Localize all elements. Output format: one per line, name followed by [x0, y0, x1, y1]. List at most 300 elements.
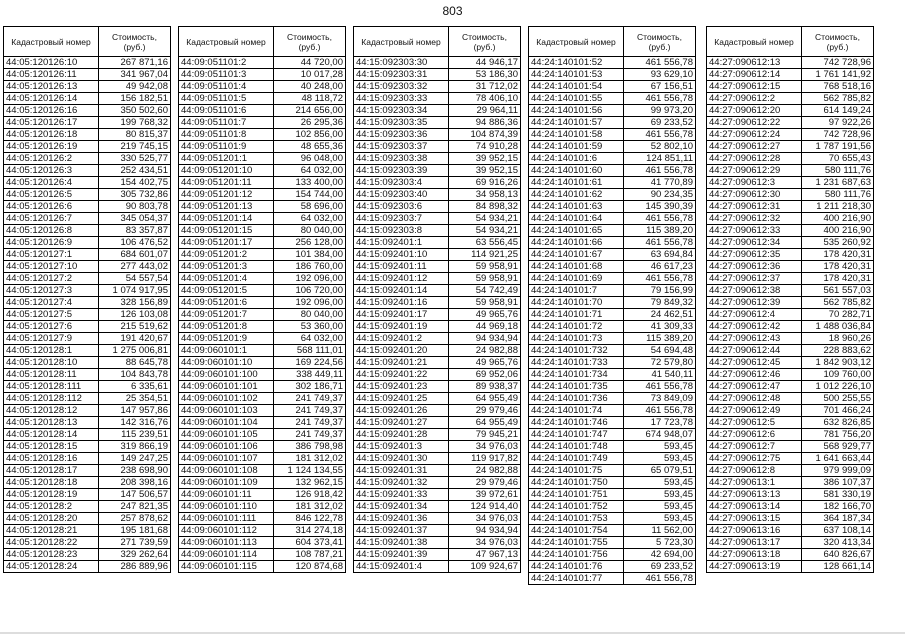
cadastral-number-cell: 44:15:092401:34: [354, 501, 449, 513]
table-row: [354, 561, 521, 573]
cadastral-number-cell: 44:27:090613:19: [707, 561, 802, 573]
table-row: [354, 129, 521, 141]
cost-cell: 58 696,00: [274, 201, 346, 213]
cadastral-number-cell: 44:09:060101:11: [179, 489, 274, 501]
cadastral-number-cell: 44:05:120128:16: [4, 453, 99, 465]
cost-cell: 52 802,10: [624, 141, 696, 153]
cost-cell: 44 720,00: [274, 57, 346, 69]
cadastral-number-cell: 44:24:140101:754: [529, 525, 624, 537]
cost-cell: 106 720,00: [274, 285, 346, 297]
cadastral-number-cell: 44:05:120126:18: [4, 129, 99, 141]
table-row: [354, 369, 521, 381]
cost-cell: 79 945,21: [449, 429, 521, 441]
cadastral-number-cell: 44:27:090612:38: [707, 285, 802, 297]
cost-cell: 241 749,37: [274, 393, 346, 405]
table-row: [179, 525, 346, 537]
table-row: [179, 441, 346, 453]
cost-cell: 126 918,42: [274, 489, 346, 501]
cost-cell: 614 149,24: [802, 105, 874, 117]
cadastral-number-cell: 44:24:140101:76: [529, 561, 624, 573]
table-row: [354, 69, 521, 81]
cadastral-number-cell: 44:05:120126:2: [4, 153, 99, 165]
cost-cell: 42 694,00: [624, 549, 696, 561]
cadastral-number-cell: 44:09:060101:105: [179, 429, 274, 441]
cadastral-number-cell: 44:27:090613:18: [707, 549, 802, 561]
table-row: [4, 81, 171, 93]
cost-cell: 228 883,62: [802, 345, 874, 357]
cadastral-number-cell: 44:15:092303:40: [354, 189, 449, 201]
table-row: [4, 273, 171, 285]
cadastral-number-cell: 44:15:092401:25: [354, 393, 449, 405]
cadastral-number-cell: 44:24:140101:53: [529, 69, 624, 81]
cost-cell: 147 506,57: [99, 489, 171, 501]
cadastral-number-cell: 44:09:060101:114: [179, 549, 274, 561]
table-row: [354, 117, 521, 129]
cadastral-number-cell: 44:27:090613:1: [707, 477, 802, 489]
table-row: [179, 393, 346, 405]
table-row: [529, 321, 696, 333]
cost-cell: 277 443,02: [99, 261, 171, 273]
table-row: [707, 297, 874, 309]
cost-cell: 63 694,84: [624, 249, 696, 261]
table-row: [707, 393, 874, 405]
table-row: [4, 297, 171, 309]
cost-cell: 319 866,19: [99, 441, 171, 453]
cost-cell: 386 798,98: [274, 441, 346, 453]
cost-cell: 314 274,18: [274, 525, 346, 537]
cadastral-number-cell: 44:27:090612:47: [707, 381, 802, 393]
cost-cell: 49 965,76: [449, 357, 521, 369]
cadastral-number-cell: 44:05:120127:6: [4, 321, 99, 333]
table-row: [529, 345, 696, 357]
cost-cell: 1 275 006,81: [99, 345, 171, 357]
cadastral-number-cell: 44:24:140101:7: [529, 285, 624, 297]
table-row: [707, 477, 874, 489]
cadastral-number-cell: 44:05:120128:22: [4, 537, 99, 549]
cost-cell: 461 556,78: [624, 57, 696, 69]
table-row: [707, 561, 874, 573]
cost-cell: 65 079,51: [624, 465, 696, 477]
table-row: [529, 141, 696, 153]
cadastral-number-cell: 44:24:140101:749: [529, 453, 624, 465]
table-row: [179, 417, 346, 429]
table-row: [179, 201, 346, 213]
table-row: [707, 501, 874, 513]
cadastral-number-cell: 44:09:060101:108: [179, 465, 274, 477]
table-row: [354, 405, 521, 417]
table-row: [179, 105, 346, 117]
table-row: [354, 297, 521, 309]
table-row: [4, 429, 171, 441]
cost-cell: 119 917,82: [449, 453, 521, 465]
table-row: [4, 417, 171, 429]
cadastral-number-cell: 44:09:060101:107: [179, 453, 274, 465]
cost-cell: 34 976,03: [449, 513, 521, 525]
cadastral-number-cell: 44:24:140101:748: [529, 441, 624, 453]
table-row: [354, 345, 521, 357]
cost-cell: 568 111,01: [274, 345, 346, 357]
cost-cell: 101 384,00: [274, 249, 346, 261]
cadastral-number-cell: 44:27:090612:35: [707, 249, 802, 261]
cost-cell: 124 914,40: [449, 501, 521, 513]
cadastral-number-cell: 44:15:092401:38: [354, 537, 449, 549]
cadastral-number-cell: 44:09:051201:13: [179, 201, 274, 213]
cost-cell: 742 728,96: [802, 129, 874, 141]
cost-cell: 341 967,04: [99, 69, 171, 81]
cadastral-number-cell: 44:27:090612:2: [707, 93, 802, 105]
cost-cell: 1 787 191,56: [802, 141, 874, 153]
cost-cell: 49 965,76: [449, 309, 521, 321]
table-row: [4, 261, 171, 273]
cadastral-number-cell: 44:27:090612:29: [707, 165, 802, 177]
table-row: [707, 345, 874, 357]
table-row: [529, 525, 696, 537]
table-row: [179, 141, 346, 153]
table-row: [4, 333, 171, 345]
cost-cell: 78 406,10: [449, 93, 521, 105]
cadastral-number-cell: 44:15:092303:8: [354, 225, 449, 237]
cadastral-number-cell: 44:24:140101:63: [529, 201, 624, 213]
cost-cell: 48 655,36: [274, 141, 346, 153]
cadastral-number-cell: 44:15:092401:14: [354, 285, 449, 297]
cost-cell: 24 982,88: [449, 345, 521, 357]
table-row: [4, 69, 171, 81]
table-row: [4, 357, 171, 369]
table-row: [707, 381, 874, 393]
cost-cell: 257 878,62: [99, 513, 171, 525]
cadastral-table-5: [706, 26, 874, 573]
cadastral-number-cell: 44:27:090612:31: [707, 201, 802, 213]
cost-cell: 241 749,37: [274, 429, 346, 441]
cadastral-number-cell: 44:27:090613:16: [707, 525, 802, 537]
cost-cell: 178 420,31: [802, 249, 874, 261]
table-row: [179, 429, 346, 441]
table-row: [179, 465, 346, 477]
cadastral-number-cell: 44:15:092303:7: [354, 213, 449, 225]
cadastral-number-cell: 44:09:060101:106: [179, 441, 274, 453]
table-row: [529, 417, 696, 429]
cadastral-number-cell: 44:27:090612:36: [707, 261, 802, 273]
cadastral-number-cell: 44:27:090612:30: [707, 189, 802, 201]
header-row: [4, 27, 171, 57]
cadastral-number-cell: 44:27:090612:20: [707, 105, 802, 117]
cadastral-number-cell: 44:24:140101:74: [529, 405, 624, 417]
cadastral-number-cell: 44:24:140101:72: [529, 321, 624, 333]
table-row: [4, 93, 171, 105]
cost-cell: 126 103,08: [99, 309, 171, 321]
cadastral-number-cell: 44:15:092303:30: [354, 57, 449, 69]
table-row: [354, 285, 521, 297]
table-row: [4, 213, 171, 225]
table-row: [529, 441, 696, 453]
cadastral-number-cell: 44:09:051101:6: [179, 105, 274, 117]
cadastral-number-cell: 44:09:051101:5: [179, 93, 274, 105]
cost-cell: 29 964,11: [449, 105, 521, 117]
table-row: [4, 105, 171, 117]
cost-cell: 684 601,07: [99, 249, 171, 261]
table-row: [179, 477, 346, 489]
table-row: [179, 453, 346, 465]
cost-cell: 40 248,00: [274, 81, 346, 93]
table-row: [354, 273, 521, 285]
table-row: [4, 285, 171, 297]
cadastral-number-cell: 44:09:051101:3: [179, 69, 274, 81]
cost-cell: 29 979,46: [449, 405, 521, 417]
table-row: [354, 213, 521, 225]
cadastral-number-cell: 44:09:060101:103: [179, 405, 274, 417]
table-row: [529, 189, 696, 201]
cadastral-number-cell: 44:24:140101:64: [529, 213, 624, 225]
cadastral-number-cell: 44:24:140101:67: [529, 249, 624, 261]
cadastral-number-cell: 44:15:092303:4: [354, 177, 449, 189]
cadastral-number-cell: 44:24:140101:52: [529, 57, 624, 69]
cost-cell: 461 556,78: [624, 237, 696, 249]
cost-cell: 979 999,09: [802, 465, 874, 477]
table-row: [4, 129, 171, 141]
table-row: [354, 429, 521, 441]
cadastral-number-cell: 44:05:120128:111: [4, 381, 99, 393]
table-row: [354, 381, 521, 393]
cost-cell: 26 295,36: [274, 117, 346, 129]
table-row: [4, 465, 171, 477]
table-row: [4, 453, 171, 465]
table-row: [529, 453, 696, 465]
table-row: [707, 357, 874, 369]
table-row: [529, 165, 696, 177]
table-row: [354, 525, 521, 537]
table-row: [354, 465, 521, 477]
table-row: [529, 369, 696, 381]
cost-cell: 34 976,03: [449, 537, 521, 549]
cadastral-number-cell: 44:09:060101:102: [179, 393, 274, 405]
table-row: [4, 249, 171, 261]
cost-cell: 208 398,16: [99, 477, 171, 489]
table-row: [179, 57, 346, 69]
cost-cell: 461 556,78: [624, 405, 696, 417]
cadastral-number-cell: 44:05:120127:5: [4, 309, 99, 321]
cost-cell: 102 856,00: [274, 129, 346, 141]
cadastral-number-cell: 44:24:140101:56: [529, 105, 624, 117]
cost-cell: 93 629,10: [624, 69, 696, 81]
table-row: [529, 501, 696, 513]
cost-cell: 145 390,39: [624, 201, 696, 213]
cost-cell: 11 562,00: [624, 525, 696, 537]
cadastral-number-cell: 44:15:092401:16: [354, 297, 449, 309]
cadastral-number-cell: 44:05:120128:20: [4, 513, 99, 525]
cadastral-number-cell: 44:05:120126:7: [4, 213, 99, 225]
cadastral-number-cell: 44:05:120126:10: [4, 57, 99, 69]
cost-cell: 90 803,78: [99, 201, 171, 213]
cadastral-number-cell: 44:24:140101:58: [529, 129, 624, 141]
table-row: [707, 465, 874, 477]
cadastral-number-cell: 44:15:092401:20: [354, 345, 449, 357]
cadastral-number-cell: 44:05:120128:24: [4, 561, 99, 573]
table-row: [707, 405, 874, 417]
header-cadastral-number: Кадастровый номер: [707, 27, 802, 57]
table-row: [4, 369, 171, 381]
table-row: [354, 357, 521, 369]
table-row: [707, 93, 874, 105]
cadastral-number-cell: 44:15:092401:27: [354, 417, 449, 429]
cost-cell: 178 420,31: [802, 273, 874, 285]
table-row: [179, 153, 346, 165]
cost-cell: 768 518,16: [802, 81, 874, 93]
cadastral-number-cell: 44:24:140101:753: [529, 513, 624, 525]
table-row: [529, 393, 696, 405]
table-row: [529, 237, 696, 249]
cost-cell: 54 694,48: [624, 345, 696, 357]
cost-cell: 186 760,00: [274, 261, 346, 273]
table-row: [707, 429, 874, 441]
cost-cell: 192 096,00: [274, 273, 346, 285]
cost-cell: 215 519,62: [99, 321, 171, 333]
cost-cell: 104 874,39: [449, 129, 521, 141]
table-row: [4, 201, 171, 213]
cadastral-number-cell: 44:27:090613:15: [707, 513, 802, 525]
cost-cell: 133 400,00: [274, 177, 346, 189]
cadastral-number-cell: 44:05:120127:2: [4, 273, 99, 285]
table-row: [354, 549, 521, 561]
cadastral-number-cell: 44:27:090612:48: [707, 393, 802, 405]
cadastral-number-cell: 44:24:140101:65: [529, 225, 624, 237]
table-row: [4, 489, 171, 501]
cadastral-number-cell: 44:24:140101:71: [529, 309, 624, 321]
table-row: [529, 69, 696, 81]
cost-cell: 44 946,17: [449, 57, 521, 69]
cadastral-number-cell: 44:09:051201:4: [179, 273, 274, 285]
cadastral-number-cell: 44:15:092401:36: [354, 513, 449, 525]
table-row: [707, 537, 874, 549]
cadastral-number-cell: 44:27:090612:8: [707, 465, 802, 477]
cadastral-number-cell: 44:09:060101:104: [179, 417, 274, 429]
cadastral-number-cell: 44:05:120126:16: [4, 105, 99, 117]
cost-cell: 593,45: [624, 489, 696, 501]
cadastral-table-2: [178, 26, 346, 573]
table-row: [354, 141, 521, 153]
cost-cell: 74 910,28: [449, 141, 521, 153]
table-row: [529, 429, 696, 441]
table-row: [4, 525, 171, 537]
cadastral-number-cell: 44:15:092401:21: [354, 357, 449, 369]
table-row: [354, 237, 521, 249]
cadastral-number-cell: 44:27:090613:13: [707, 489, 802, 501]
cost-cell: 17 723,78: [624, 417, 696, 429]
cadastral-number-cell: 44:27:090612:3: [707, 177, 802, 189]
cadastral-number-cell: 44:24:140101:54: [529, 81, 624, 93]
cadastral-number-cell: 44:05:120126:11: [4, 69, 99, 81]
header-row: [529, 27, 696, 57]
cost-cell: 24 982,88: [449, 465, 521, 477]
cost-cell: 267 871,16: [99, 57, 171, 69]
table-row: [354, 537, 521, 549]
cadastral-number-cell: 44:24:140101:60: [529, 165, 624, 177]
cost-cell: 500 255,55: [802, 393, 874, 405]
cost-cell: 593,45: [624, 441, 696, 453]
table-row: [707, 69, 874, 81]
cost-cell: 400 216,90: [802, 213, 874, 225]
table-row: [529, 333, 696, 345]
cost-cell: 69 916,26: [449, 177, 521, 189]
cost-cell: 742 728,96: [802, 57, 874, 69]
cadastral-number-cell: 44:24:140101:735: [529, 381, 624, 393]
cadastral-number-cell: 44:05:120126:6: [4, 201, 99, 213]
table-row: [529, 153, 696, 165]
cadastral-number-cell: 44:05:120126:13: [4, 81, 99, 93]
table-row: [529, 261, 696, 273]
page-number: 803: [442, 4, 463, 18]
cost-cell: 96 048,00: [274, 153, 346, 165]
table-row: [179, 69, 346, 81]
cadastral-number-cell: 44:09:051201:10: [179, 165, 274, 177]
cost-cell: 400 216,90: [802, 225, 874, 237]
cost-cell: 97 922,26: [802, 117, 874, 129]
table-row: [707, 489, 874, 501]
table-row: [707, 273, 874, 285]
cost-cell: 31 712,02: [449, 81, 521, 93]
cost-cell: 64 955,49: [449, 417, 521, 429]
table-row: [4, 237, 171, 249]
cadastral-number-cell: 44:15:092401:2: [354, 333, 449, 345]
header-cost: Стоимость, (руб.): [449, 27, 521, 57]
cadastral-number-cell: 44:15:092401:26: [354, 405, 449, 417]
cost-cell: 328 156,89: [99, 297, 171, 309]
cadastral-number-cell: 44:09:051201:6: [179, 297, 274, 309]
table-row: [529, 105, 696, 117]
cost-cell: 581 330,19: [802, 489, 874, 501]
cost-cell: 46 617,23: [624, 261, 696, 273]
cost-cell: 80 815,37: [99, 129, 171, 141]
table-row: [707, 237, 874, 249]
cadastral-number-cell: 44:15:092303:38: [354, 153, 449, 165]
cost-cell: 69 952,06: [449, 369, 521, 381]
cost-cell: 29 979,46: [449, 477, 521, 489]
header-cost: Стоимость, (руб.): [802, 27, 874, 57]
cost-cell: 115 389,20: [624, 225, 696, 237]
cost-cell: 219 745,15: [99, 141, 171, 153]
cost-cell: 84 898,32: [449, 201, 521, 213]
table-row: [354, 177, 521, 189]
cadastral-number-cell: 44:27:090612:45: [707, 357, 802, 369]
cadastral-table-3: [353, 26, 521, 573]
cost-cell: 1 074 917,95: [99, 285, 171, 297]
cadastral-number-cell: 44:09:051101:4: [179, 81, 274, 93]
cost-cell: 781 756,20: [802, 429, 874, 441]
cadastral-number-cell: 44:24:140101:73: [529, 333, 624, 345]
cadastral-number-cell: 44:05:120128:17: [4, 465, 99, 477]
cost-cell: 114 921,25: [449, 249, 521, 261]
cost-cell: 73 849,09: [624, 393, 696, 405]
cadastral-number-cell: 44:15:092401:12: [354, 273, 449, 285]
cadastral-number-cell: 44:27:090612:34: [707, 237, 802, 249]
table-row: [529, 285, 696, 297]
cost-cell: 6 335,61: [99, 381, 171, 393]
cost-cell: 1 761 141,92: [802, 69, 874, 81]
table-row: [529, 309, 696, 321]
cost-cell: 191 420,67: [99, 333, 171, 345]
cost-cell: 49 942,08: [99, 81, 171, 93]
table-row: [354, 309, 521, 321]
cadastral-number-cell: 44:09:060101:1: [179, 345, 274, 357]
table-row: [354, 225, 521, 237]
cadastral-number-cell: 44:05:120126:5: [4, 189, 99, 201]
table-row: [529, 561, 696, 573]
cadastral-number-cell: 44:15:092401:32: [354, 477, 449, 489]
cost-cell: 461 556,78: [624, 213, 696, 225]
table-row: [529, 225, 696, 237]
table-row: [529, 513, 696, 525]
table-row: [707, 309, 874, 321]
table-row: [179, 273, 346, 285]
